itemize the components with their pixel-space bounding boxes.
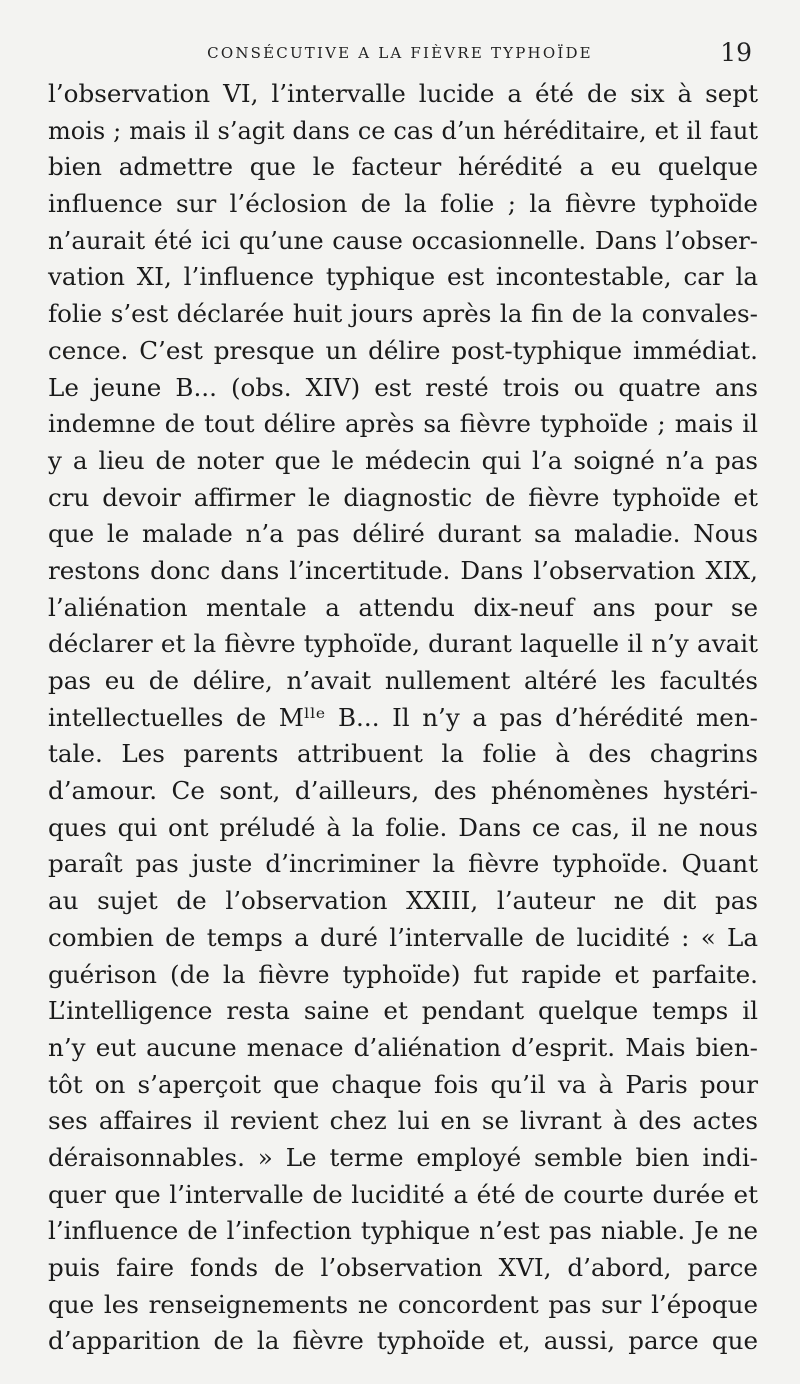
text-line: y a lieu de noter que le médecin qui l’a soigné n’a pas — [48, 445, 758, 475]
text-line: mois ; mais il s’agit dans ce cas d’un héréditaire, et il faut — [48, 116, 758, 145]
text-line: que le malade n’a pas déliré durant sa maladie. Nous — [48, 519, 758, 549]
text-line: bien admettre que le facteur hérédité a eu quelque — [48, 152, 758, 182]
text-line: influence sur l’éclosion de la folie ; la fièvre typhoïde — [48, 189, 758, 219]
text-line: d’amour. Ce sont, d’ailleurs, des phénomènes hystéri- — [48, 776, 758, 806]
text-line: l’influence de l’infection typhique n’est pas niable. Je ne — [48, 1216, 758, 1246]
text-line: pas eu de délire, n’avait nullement altéré les facultés — [48, 666, 758, 695]
text-line: cence. C’est presque un délire post-typhique immédiat. — [48, 335, 758, 365]
text-line: vation XI, l’influence typhique est incontestable, car la — [48, 262, 758, 292]
body-text — [48, 76, 758, 1360]
running-title: CONSÉCUTIVE A LA FIÈVRE TYPHOÏDE — [207, 44, 593, 62]
text-line: puis faire fonds de l’observation XVI, d’abord, parce — [48, 1253, 758, 1282]
text-line: cru devoir affirmer le diagnostic de fièvre typhoïde et — [48, 482, 758, 512]
text-line: déclarer et la fièvre typhoïde, durant laquelle il n’y avait — [48, 629, 758, 659]
text-line: L’intelligence resta saine et pendant quelque temps il — [48, 996, 758, 1026]
text-line: déraisonnables. » Le terme employé semble bien indi- — [48, 1142, 758, 1172]
text-line: l’observation VI, l’intervalle lucide a été de six à sept — [48, 79, 758, 108]
text-line: restons donc dans l’incertitude. Dans l’observation XIX, — [48, 555, 758, 585]
text-line: tale. Les parents attribuent la folie à des chagrins — [48, 739, 758, 769]
text-line: guérison (de la fièvre typhoïde) fut rapide et parfaite. — [48, 959, 758, 989]
text-line: intellectuelles de Mˡˡᵉ B... Il n’y a pas d’hérédité men- — [48, 702, 758, 732]
text-line: quer que l’intervalle de lucidité a été de courte durée et — [48, 1179, 758, 1209]
text-line: tôt on s’aperçoit que chaque fois qu’il va à Paris pour — [48, 1069, 758, 1099]
text-line: indemne de tout délire après sa fièvre typhoïde ; mais il — [48, 409, 758, 439]
text-line: combien de temps a duré l’intervalle de lucidité : « La — [48, 922, 758, 952]
text-line: d’apparition de la fièvre typhoïde et, aussi, parce que — [48, 1326, 758, 1356]
running-header — [48, 36, 752, 66]
text-line: ques qui ont préludé à la folie. Dans ce cas, il ne nous — [48, 812, 758, 842]
page-number: 19 — [720, 38, 752, 67]
text-line: n’aurait été ici qu’une cause occasionnelle. Dans l’obser- — [48, 225, 758, 255]
text-line: folie s’est déclarée huit jours après la fin de la convales- — [48, 299, 758, 329]
text-line: l’aliénation mentale a attendu dix-neuf ans pour se — [48, 592, 758, 622]
text-line: n’y eut aucune menace d’aliénation d’esprit. Mais bien- — [48, 1032, 758, 1062]
text-line: au sujet de l’observation XXIII, l’auteur ne dit pas — [48, 886, 758, 916]
text-line: que les renseignements ne concordent pas sur l’époque — [48, 1289, 758, 1319]
text-line: paraît pas juste d’incriminer la fièvre typhoïde. Quant — [48, 849, 758, 879]
text-line: Le jeune B... (obs. XIV) est resté trois ou quatre ans — [48, 372, 758, 402]
text-line: ses affaires il revient chez lui en se livrant à des actes — [48, 1106, 758, 1136]
